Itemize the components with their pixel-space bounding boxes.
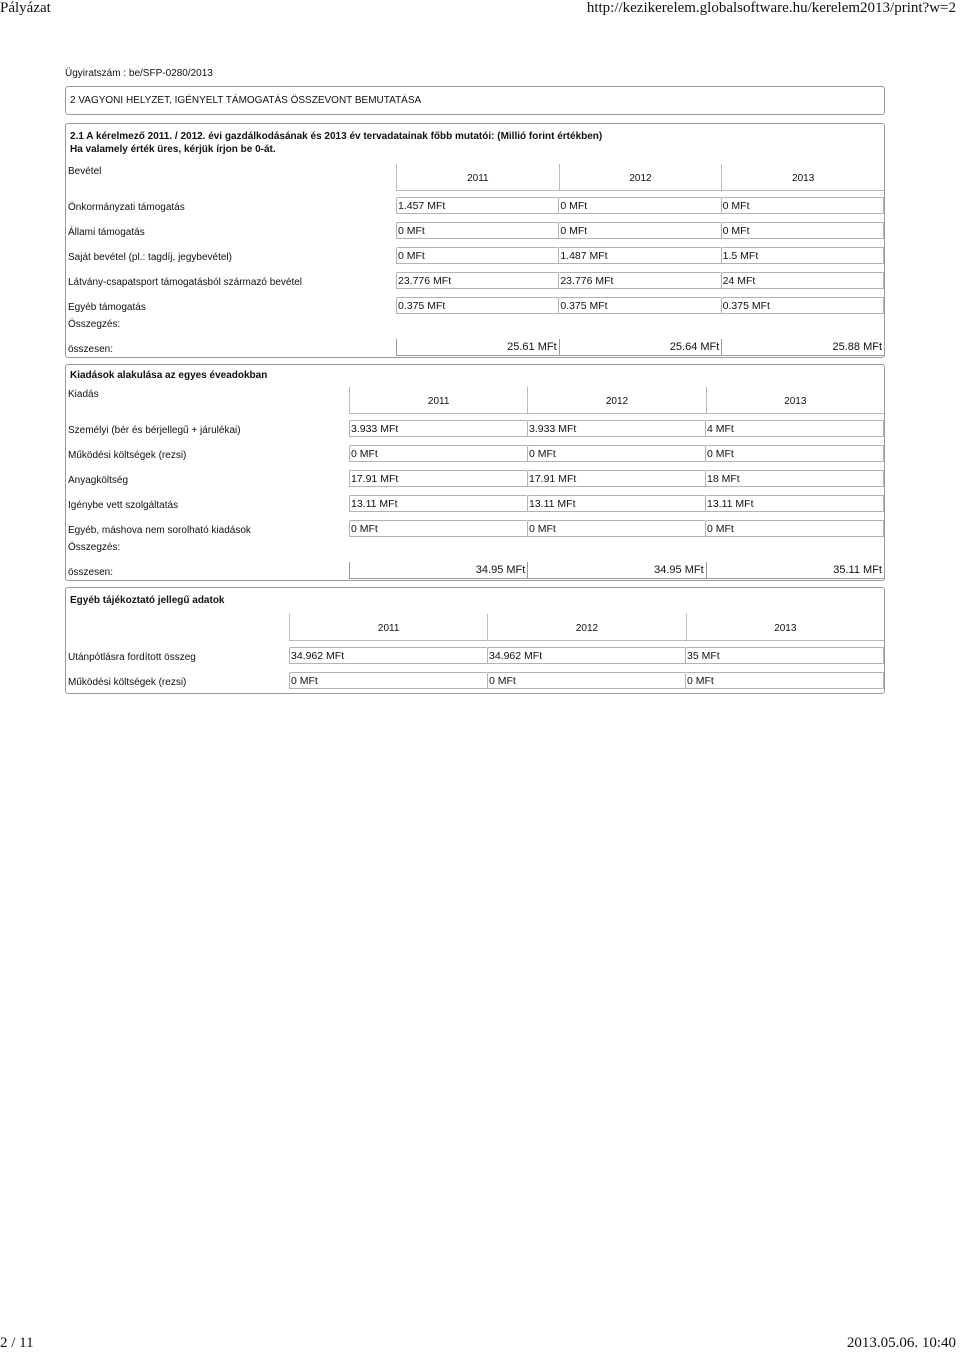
row-label: Anyagköltség <box>68 475 129 486</box>
value-field[interactable]: 13.11 MFt <box>705 495 884 512</box>
expenses-summary-label: Összegzés: <box>68 542 121 553</box>
print-timestamp: 2013.05.06. 10:40 <box>846 1335 956 1351</box>
expenses-panel <box>65 364 885 581</box>
value-field[interactable]: 0 MFt <box>527 520 705 537</box>
value-field[interactable]: 0 MFt <box>487 672 685 689</box>
value-field[interactable]: 3.933 MFt <box>527 420 705 437</box>
expenses-column-header <box>66 387 884 413</box>
table-row <box>66 463 884 488</box>
row-label: Egyéb, máshova nem sorolható kiadások <box>68 525 251 536</box>
value-field[interactable]: 0.375 MFt <box>558 297 720 314</box>
total-value: 35.11 MFt <box>706 562 884 579</box>
table-row <box>66 190 884 215</box>
table-row <box>66 488 884 513</box>
row-label: Önkormányzati támogatás <box>68 202 185 213</box>
other-info-panel <box>65 587 885 694</box>
table-row <box>66 413 884 438</box>
value-field[interactable]: 0 MFt <box>396 247 558 264</box>
row-label: Igénybe vett szolgáltatás <box>68 500 179 511</box>
value-field[interactable]: 23.776 MFt <box>396 272 558 289</box>
value-field[interactable]: 0.375 MFt <box>721 297 884 314</box>
value-field[interactable]: 0 MFt <box>721 222 884 239</box>
page-number: 2 / 11 <box>0 1335 34 1351</box>
value-field[interactable]: 0 MFt <box>527 445 705 462</box>
income-col-label: Bevétel <box>68 166 102 177</box>
value-field[interactable]: 35 MFt <box>685 647 884 664</box>
value-field[interactable]: 1.457 MFt <box>396 197 558 214</box>
expenses-total-label: összesen: <box>68 567 114 578</box>
value-field[interactable]: 1.487 MFt <box>558 247 720 264</box>
value-field[interactable]: 0.375 MFt <box>396 297 558 314</box>
expenses-year-2012: 2012 <box>527 387 705 414</box>
print-header-url: http://kezikerelem.globalsoftware.hu/kerelem2013/print?w=2 <box>586 0 956 16</box>
print-header-title: Pályázat <box>0 0 51 16</box>
row-label: Működési költségek (rezsi) <box>68 450 187 461</box>
value-field[interactable]: 18 MFt <box>705 470 884 487</box>
print-footer <box>0 1332 960 1354</box>
income-heading-line2: Ha valamely érték üres, kérjük írjon be 0-át. <box>70 144 276 155</box>
other-year-2013: 2013 <box>686 614 884 641</box>
value-field[interactable]: 4 MFt <box>705 420 884 437</box>
row-label: Állami támogatás <box>68 227 145 238</box>
table-row <box>66 290 884 315</box>
income-summary-label: Összegzés: <box>68 319 121 330</box>
value-field[interactable]: 0 MFt <box>289 672 487 689</box>
value-field[interactable]: 13.11 MFt <box>527 495 705 512</box>
row-label: Egyéb támogatás <box>68 302 146 313</box>
other-year-2011: 2011 <box>289 614 487 641</box>
value-field[interactable]: 0 MFt <box>705 520 884 537</box>
value-field[interactable]: 17.91 MFt <box>349 470 527 487</box>
income-year-2011: 2011 <box>396 164 559 191</box>
document-content <box>65 66 885 694</box>
total-value: 25.61 MFt <box>396 339 559 356</box>
value-field[interactable]: 34.962 MFt <box>289 647 487 664</box>
value-field[interactable]: 0 MFt <box>685 672 884 689</box>
value-field[interactable]: 0 MFt <box>349 445 527 462</box>
value-field[interactable]: 0 MFt <box>721 197 884 214</box>
table-row <box>66 513 884 538</box>
value-field[interactable]: 0 MFt <box>558 197 720 214</box>
print-header <box>0 0 960 22</box>
expenses-year-2011: 2011 <box>349 387 527 414</box>
table-row <box>66 665 884 690</box>
value-field[interactable]: 0 MFt <box>558 222 720 239</box>
total-value: 25.88 MFt <box>721 339 884 356</box>
total-value: 25.64 MFt <box>559 339 722 356</box>
income-year-2012: 2012 <box>559 164 722 191</box>
section-title: 2 VAGYONI HELYZET, IGÉNYELT TÁMOGATÁS ÖSSZEVONT BEMUTATÁSA <box>65 86 885 115</box>
value-field[interactable]: 24 MFt <box>721 272 884 289</box>
value-field[interactable]: 23.776 MFt <box>558 272 720 289</box>
value-field[interactable]: 17.91 MFt <box>527 470 705 487</box>
expenses-total-row <box>66 558 884 580</box>
value-field[interactable]: 13.11 MFt <box>349 495 527 512</box>
file-reference: Ügyiratszám : be/SFP-0280/2013 <box>65 68 213 79</box>
expenses-col-label: Kiadás <box>68 389 99 400</box>
value-field[interactable]: 0 MFt <box>705 445 884 462</box>
income-year-2013: 2013 <box>721 164 884 191</box>
income-column-header <box>66 164 884 190</box>
expenses-year-2013: 2013 <box>706 387 884 414</box>
income-heading <box>66 124 884 164</box>
value-field[interactable]: 3.933 MFt <box>349 420 527 437</box>
row-label: Működési költségek (rezsi) <box>68 677 187 688</box>
total-value: 34.95 MFt <box>349 562 527 579</box>
table-row <box>66 215 884 240</box>
value-field[interactable]: 34.962 MFt <box>487 647 685 664</box>
total-value: 34.95 MFt <box>527 562 705 579</box>
other-year-2012: 2012 <box>487 614 685 641</box>
row-label: Saját bevétel (pl.: tagdíj, jegybevétel) <box>68 252 232 263</box>
table-row <box>66 240 884 265</box>
value-field[interactable]: 0 MFt <box>349 520 527 537</box>
value-field[interactable]: 1.5 MFt <box>721 247 884 264</box>
table-row <box>66 438 884 463</box>
income-total-row <box>66 335 884 357</box>
table-row <box>66 640 884 665</box>
income-total-label: összesen: <box>68 344 114 355</box>
row-label: Személyi (bér és bérjellegű + járulékai) <box>68 425 241 436</box>
value-field[interactable]: 0 MFt <box>396 222 558 239</box>
row-label: Utánpótlásra fordított összeg <box>68 652 196 663</box>
row-label: Látvány-csapatsport támogatásból származó bevétel <box>68 277 303 288</box>
other-heading: Egyéb tájékoztató jellegű adatok <box>70 595 225 606</box>
other-column-header <box>66 614 884 640</box>
table-row <box>66 265 884 290</box>
income-panel <box>65 123 885 358</box>
income-heading-line1: 2.1 A kérelmező 2011. / 2012. évi gazdálkodásának és 2013 év tervadatainak főbb mutatói: (Millió forint értékben) <box>70 131 603 142</box>
expenses-heading: Kiadások alakulása az egyes éveadokban <box>70 370 268 381</box>
